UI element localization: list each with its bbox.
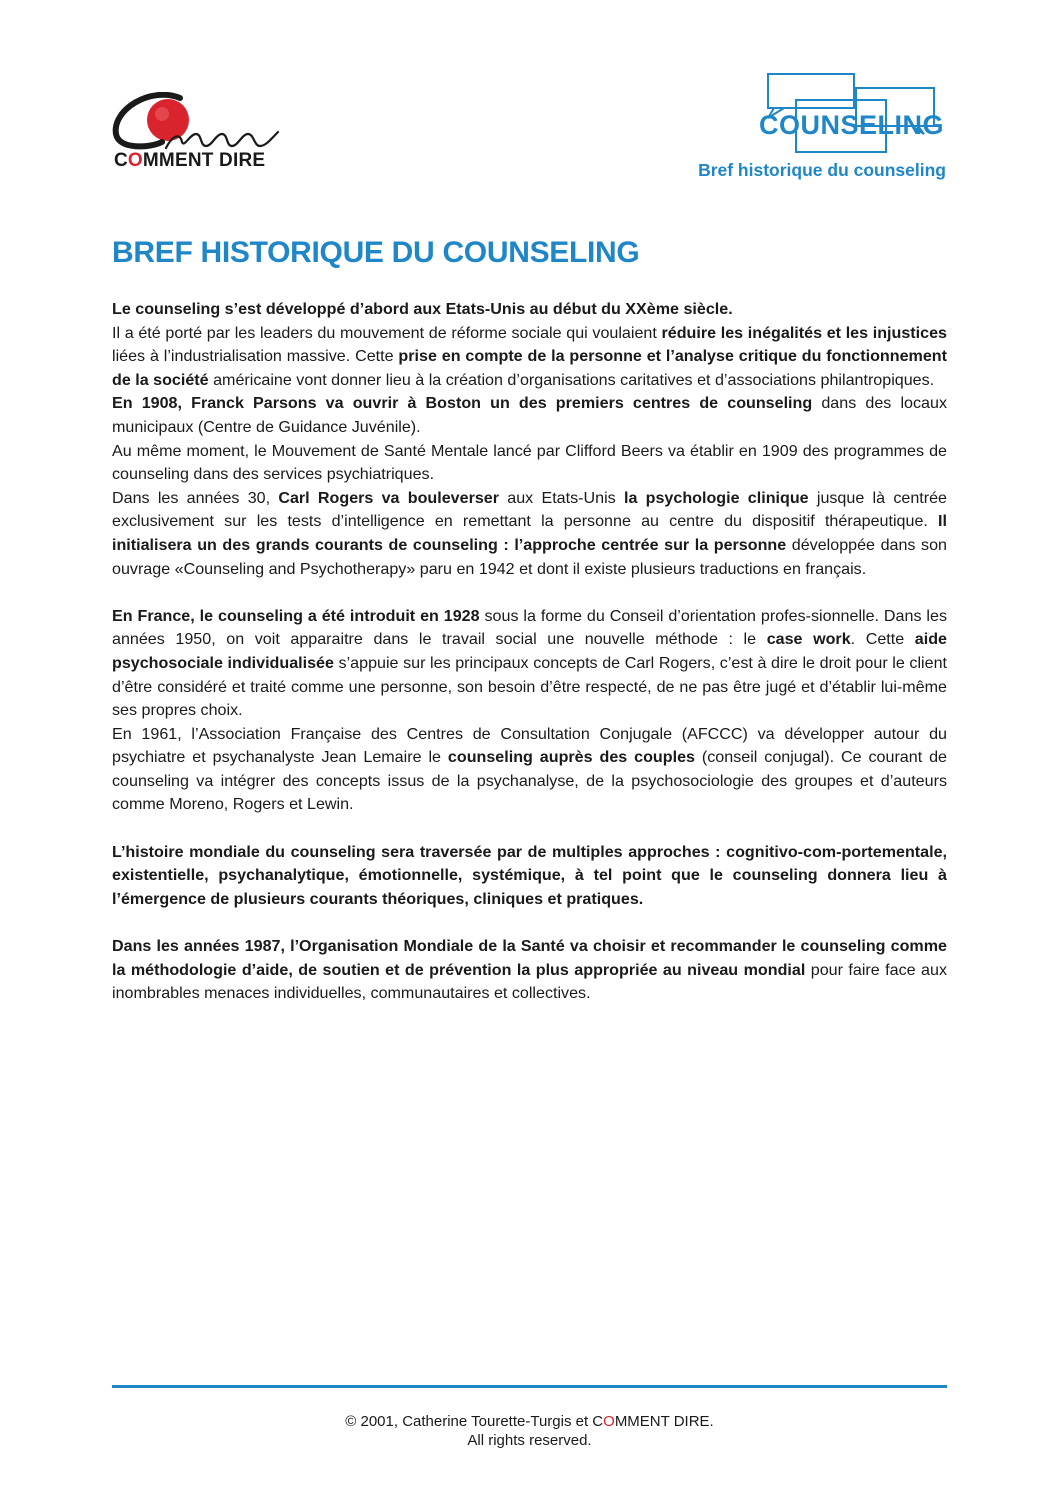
counseling-wordmark: COUNSELING: [758, 110, 944, 140]
comment-dire-emblem: [110, 92, 310, 152]
comment-dire-logo: [110, 92, 310, 184]
paragraph-usa-history: Le counseling s’est développé d’abord aux Etats-Unis au début du XXème siècle. Il a été porté par les leaders du mouvement de réforme sociale qui voulaient réduire les inégalités et les injustices liées à l’industrialisation massive. Cette prise en compte de la personne et l’analyse critique du fonctionnement de la société américaine vont donner lieu à la création d’organisations caritatives et d’associations philantropiques. En 1908, Franck Parsons va ouvrir à Boston un des premiers centres de counseling dans des locaux municipaux (Centre de Guidance Juvénile). Au même moment, le Mouvement de Santé Mentale lancé par Clifford Beers va établir en 1909 des programmes de counseling dans des services psychiatriques. Dans les années 30, Carl Rogers va bouleverser aux Etats-Unis la psychologie clinique jusque là centrée exclusivement sur les tests d’intelligence en remettant la personne au centre du dispositif thérapeutique. Il initialisera un des grands courants de counseling : l’approche centrée sur la personne développée dans son ouvrage «Counseling and Psychotherapy» paru en 1942 et dont il existe plusieurs traductions en français.: [112, 300, 948, 578]
header-subtitle: Bref historique du counseling: [698, 160, 946, 180]
copyright-line: © 2001, Catherine Tourette-Turgis et COMMENT DIRE.: [345, 1413, 714, 1430]
paragraph-oms: Dans les années 1987, l’Organisation Mondiale de la Santé va choisir et recommander le counseling comme la méthodologie d’aide, de soutien et de prévention la plus appropriée au niveau mondial pour faire face aux inombrables menaces individuelles, communautaires et collectives.: [112, 937, 947, 1003]
page-title: BREF HISTORIQUE DU COUNSELING: [112, 236, 640, 269]
footer: [112, 1412, 947, 1450]
paragraph-france-history: En France, le counseling a été introduit en 1928 sous la forme du Conseil d’orientation profes-sionnelle. Dans les années 1950, on voit apparaitre dans le travail social une nouvelle méthode : le case work. Cette aide psychosociale individualisée s’appuie sur les principaux concepts de Carl Rogers, c’est à dire le droit pour le client d’être considéré et traité comme une personne, son besoin d’être respecté, de ne pas être jugé et d’établir lui-même ses propres choix. En 1961, l’Association Française des Centres de Consultation Conjugale (AFCCC) va développer autour du psychiatre et psychanalyste Jean Lemaire le counseling auprès des couples (conseil conjugal). Ce courant de counseling va intégrer des concepts issus de la psychanalyse, de la psychosociologie des groupes et d’auteurs comme Moreno, Rogers et Lewin.: [112, 606, 948, 814]
footer-divider: [112, 1385, 947, 1388]
article-body: [112, 298, 947, 1006]
paragraph-world-history: L’histoire mondiale du counseling sera traversée par de multiples approches : cognitivo-com-portementale, existentielle, psychanalytique, émotionnelle, systémique, à tel point que le counseling donnera lieu à l’émergence de plusieurs courants théoriques, cliniques et pratiques.: [112, 842, 947, 908]
comment-dire-wordmark: COMMENT DIRE: [114, 150, 266, 171]
counseling-logo: [656, 70, 946, 190]
rights-line: All rights reserved.: [467, 1432, 592, 1449]
